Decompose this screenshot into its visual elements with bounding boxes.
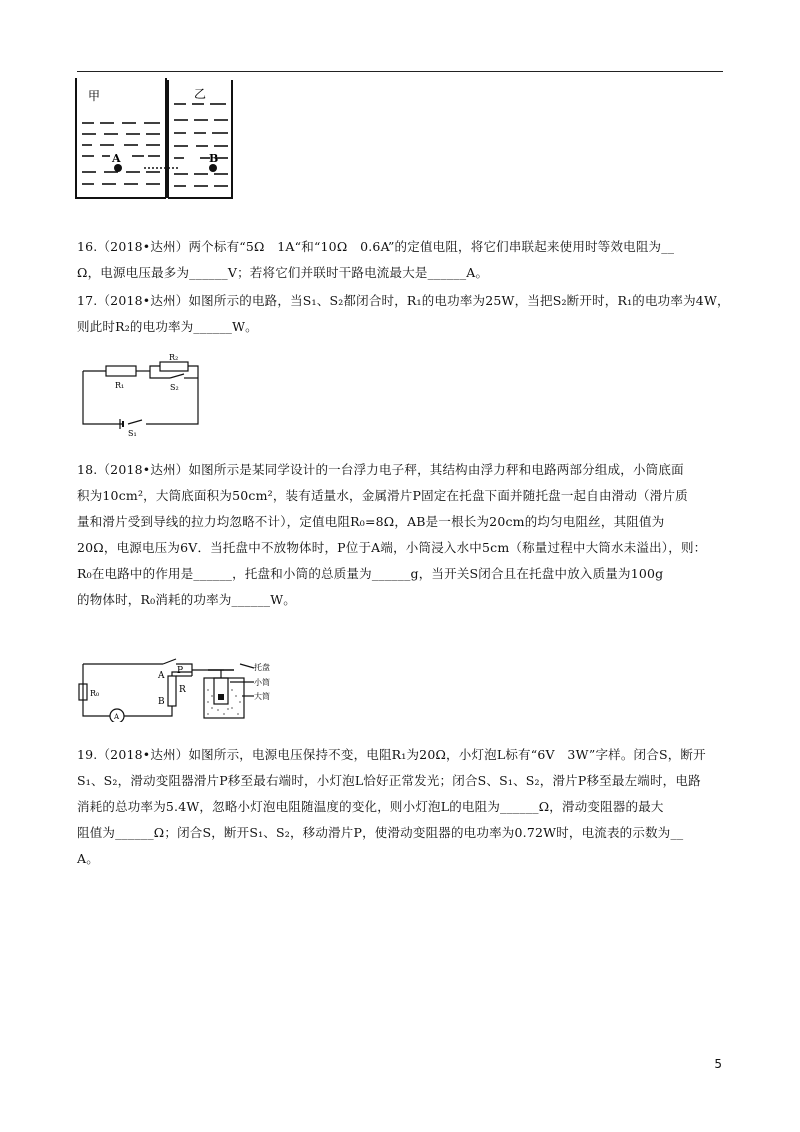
resistor-r1 [106,366,136,376]
big-tube-label: 大筒 [254,692,270,701]
r2-label: R₂ [169,353,179,362]
s1-label: S₁ [128,429,137,436]
circuit-17-figure [80,352,208,436]
q19-line: 19.（2018•达州）如图所示，电源电压保持不变，电阻R₁为20Ω，小灯泡L标有“6V 3W”字样。闭合S，断开 [77,747,706,762]
q19-line: S₁、S₂，滑动变阻器滑片P移至最右端时，小灯泡L恰好正常发光；闭合S、S₁、S₂，滑片P移至最左端时，电路 [77,773,701,788]
q19-line: 阻值为______Ω；闭合S，断开S₁、S₂，移动滑片P，使滑动变阻器的电功率为0.72W时，电流表的示数为__ [77,825,684,840]
q18-line: 的物体时，R₀消耗的功率为______W。 [77,592,296,607]
q18-line: 18.（2018•达州）如图所示是某同学设计的一台浮力电子秤，其结构由浮力秤和电路两部分组成，小筒底面 [77,462,684,477]
a-terminal-label: A [158,671,165,681]
q17-line: 则此时R₂的电功率为______W。 [77,319,258,334]
question-16 [77,234,727,286]
header-rule [77,71,723,72]
page-number: 5 [714,1057,722,1071]
switch-s [163,659,176,664]
q18-line: 积为10cm²，大筒底面积为50cm²，装有适量水，金属滑片P固定在托盘下面并随托盘一起自由滑动（滑片质 [77,488,688,503]
p-label: P [177,666,184,676]
point-b-label: B [209,152,219,165]
ammeter-label: A [114,713,120,721]
question-17 [77,288,730,340]
q18-line: 量和滑片受到导线的拉力均忽略不计），定值电阻R₀=8Ω，AB是一根长为20cm的均匀电阻丝，其阻值为 [77,514,665,529]
q19-line: 消耗的总功率为5.4W，忽略小灯泡电阻随温度的变化，则小灯泡L的电阻为______Ω，滑动变阻器的最大 [77,799,664,814]
switch-s1 [128,420,142,424]
tank-jia-label: 甲 [88,89,101,103]
small-tube [214,678,228,704]
b-terminal-label: B [158,697,165,707]
small-tube-label: 小筒 [254,678,270,687]
tray-label: 托盘 [254,663,270,672]
q17-line: 17.（2018•达州）如图所示的电路，当S₁、S₂都闭合时，R₁的电功率为25W，当把S₂断开时，R₁的电功率为4W， [77,293,730,308]
point-b-dot [209,164,217,172]
tanks-figure [74,76,240,204]
q16-line: Ω，电源电压最多为______V；若将它们并联时干路电流最大是______A。 [77,265,489,280]
switch-s2 [170,374,184,378]
r-label: R [179,685,186,695]
r1-label: R₁ [115,381,125,390]
r0-label: R₀ [90,689,100,698]
q19-line: A。 [77,851,99,866]
q18-line: 20Ω，电源电压为6V．当托盘中不放物体时，P位于A端，小筒浸入水中5cm（称量过程中大筒水未溢出），则： [77,540,707,555]
q16-line: 16.（2018•达州）两个标有“5Ω 1A“和“10Ω 0.6A”的定值电阻，将它们串联起来使用时等效电阻为__ [77,239,675,254]
point-a-dot [114,164,122,172]
question-19 [77,742,727,872]
question-18 [77,457,727,613]
resistor-r2 [160,362,188,371]
scale-18-figure [78,656,278,722]
tank-yi-label: 乙 [194,87,207,101]
s2-label: S₂ [170,383,179,392]
resistor-wire-ab [168,676,176,706]
q18-line: R₀在电路中的作用是______，托盘和小筒的总质量为______g，当开关S闭合且在托盘中放入质量为100g [77,566,664,581]
point-a-label: A [112,152,121,165]
